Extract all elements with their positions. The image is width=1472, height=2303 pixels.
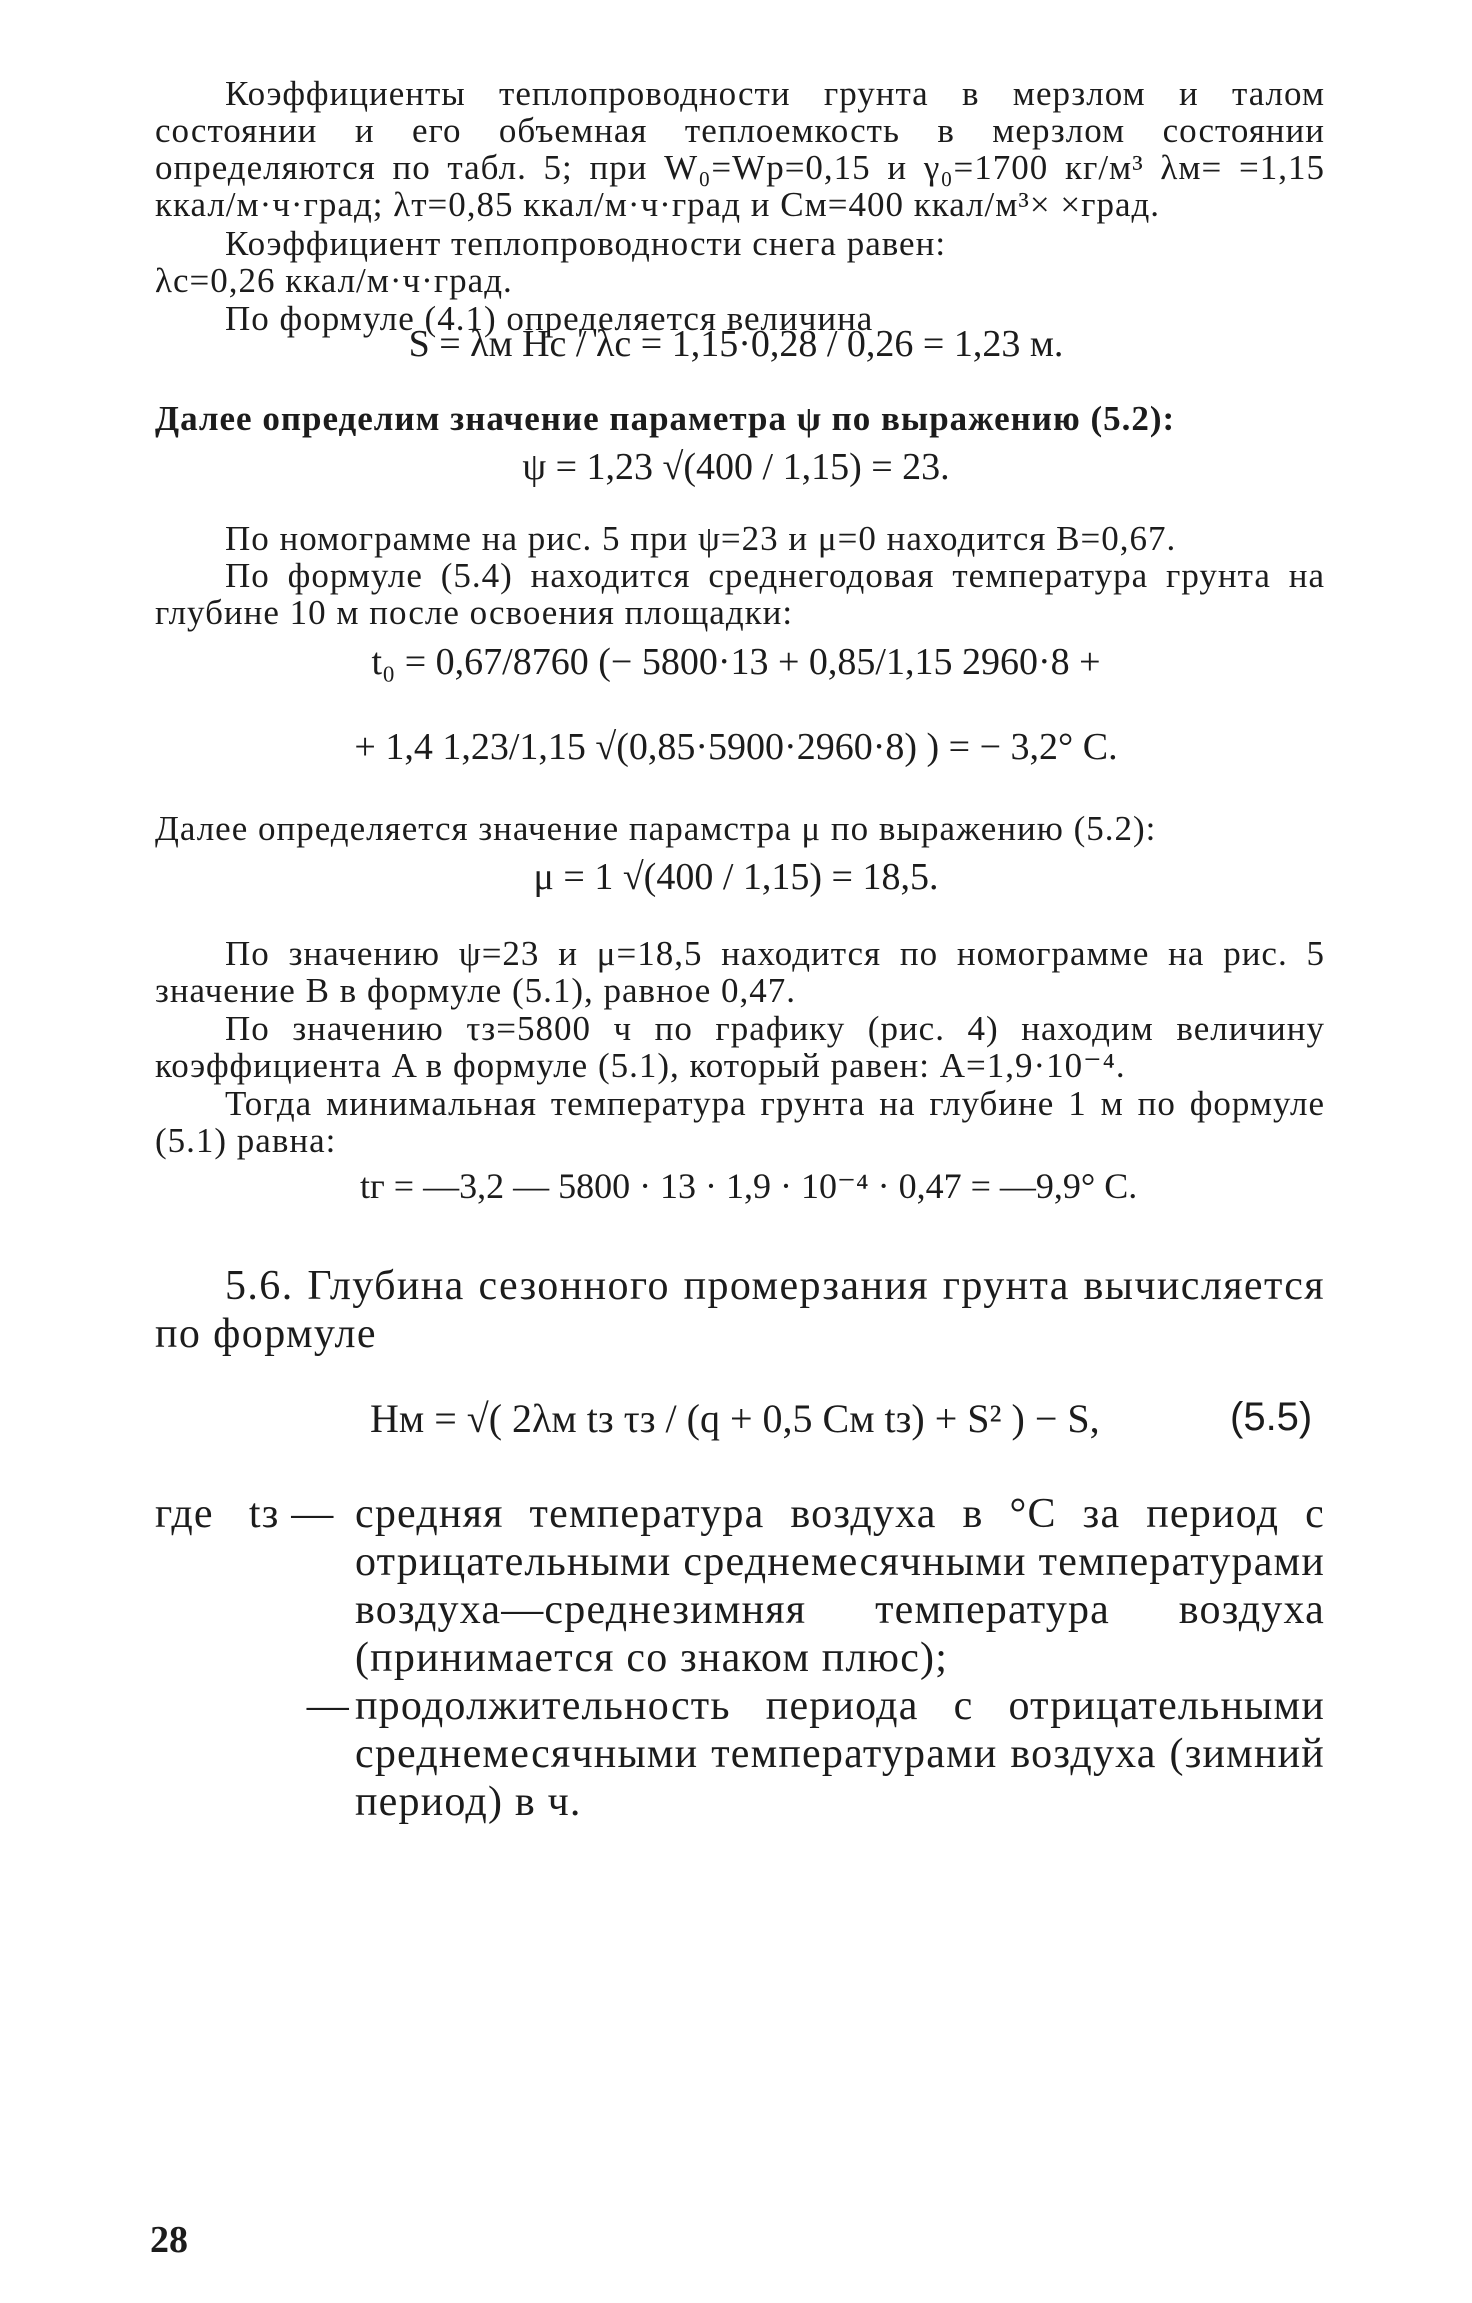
- paragraph-mu-param: Далее определяется значение парамстра μ по выражению (5.2):: [155, 809, 1157, 848]
- equation-t0-line1: t₀ = 0,67/8760 (− 5800·13 + 0,85/1,15 2960·8 +: [371, 641, 1101, 683]
- paragraph-coefficients: Коэффициенты теплопроводности грунта в мерзлом и талом состоянии и его объемная теплоемкость в мерзлом состоянии определяются по табл. 5; при W₀=Wр=0,15 и γ₀=1700 кг/м³ λм= =1,15 ккал/м·ч·град; λт=0,85 ккал/м·ч·град и Cм=400 ккал/м³× ×град.: [155, 74, 1325, 224]
- paragraph-coefficient-A: По значению τз=5800 ч по графику (рис. 4) находим величину коэффициента A в формуле (5.1), который равен: A=1,9·10⁻⁴.: [155, 1009, 1325, 1085]
- paragraph-nomogram-B: По номограмме на рис. 5 при ψ=23 и μ=0 находится B=0,67.: [225, 519, 1177, 558]
- tz-symbol: tз —: [248, 1491, 335, 1537]
- equation-mu: μ = 1 √(400 / 1,15) = 18,5.: [533, 856, 939, 898]
- equation-S: S = λм Hс / λс = 1,15·0,28 / 0,26 = 1,23 м.: [408, 323, 1064, 365]
- paragraph-annual-temp: По формуле (5.4) находится среднегодовая температура грунта на глубине 10 м после освоения площадки:: [155, 556, 1325, 632]
- paragraph-mu-value: По значению ψ=23 и μ=18,5 находится по номограмме на рис. 5 значение B в формуле (5.1), равное 0,47.: [155, 934, 1325, 1010]
- page-number: 28: [150, 2219, 188, 2261]
- where-word: где: [155, 1491, 214, 1537]
- equation-tr: tг = —3,2 — 5800 · 13 · 1,9 · 10⁻⁴ · 0,47 = —9,9° C.: [360, 1166, 1138, 1206]
- definitions-list: [155, 1490, 1325, 1826]
- equation-Hm: Hм = √( 2λм tз τз / (q + 0,5 Cм tз) + S² ) − S,: [370, 1396, 1100, 1441]
- section-5-6-heading: 5.6. Глубина сезонного промерзания грунта вычисляется по формуле: [155, 1263, 1325, 1357]
- equation-t0-line2: + 1,4 1,23/1,15 √(0,85·5900·2960·8) ) = − 3,2° C.: [354, 726, 1118, 768]
- paragraph-snow-value: λс=0,26 ккал/м·ч·град.: [155, 261, 513, 300]
- paragraph-formula-41: По формуле (4.1) определяется величина: [225, 299, 874, 338]
- tau-description: продолжительность периода с отрицательными среднемесячными температурами воздуха (зимний период) в ч.: [355, 1683, 1325, 1825]
- definition-where-label: [155, 1490, 355, 1538]
- definition-tau: [155, 1682, 1325, 1826]
- definition-tz: [155, 1490, 1325, 1682]
- equation-psi: ψ = 1,23 √(400 / 1,15) = 23.: [522, 446, 950, 488]
- tau-symbol: —: [306, 1683, 350, 1729]
- paragraph-snow-conductivity: Коэффициент теплопроводности снега равен:: [225, 224, 947, 263]
- tz-description: средняя температура воздуха в °С за период с отрицательными среднемесячными температурами воздуха—среднезимняя температура воздуха (принимается со знаком плюс);: [355, 1491, 1325, 1681]
- paragraph-min-temp: Тогда минимальная температура грунта на глубине 1 м по формуле (5.1) равна:: [155, 1084, 1325, 1160]
- paragraph-psi-param: Далее определим значение параметра ψ по выражению (5.2):: [155, 399, 1176, 438]
- equation-number-5-5: (5.5): [1230, 1395, 1313, 1439]
